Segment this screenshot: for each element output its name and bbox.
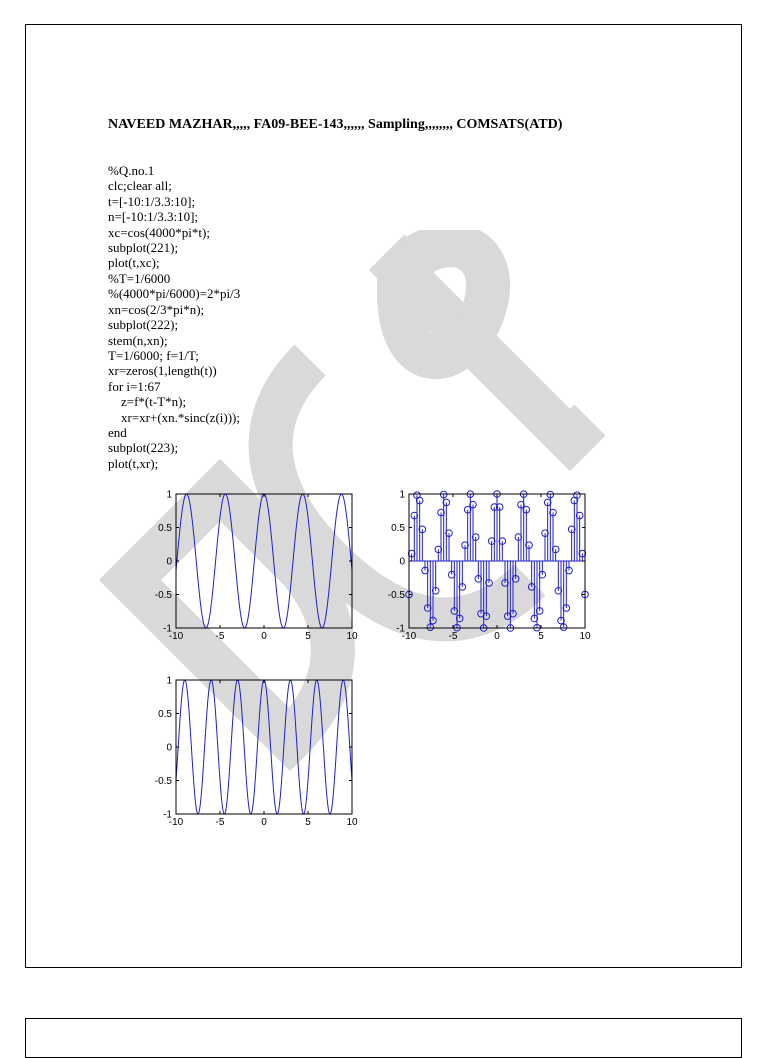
code-line: t=[-10:1/3.3:10]; (108, 193, 196, 209)
x-tick-label: -10 (401, 631, 417, 642)
x-tick-label: -10 (168, 817, 184, 828)
document-title: NAVEED MAZHAR,,,,, FA09-BEE-143,,,,,, Sampling,,,,,,,, COMSATS(ATD) (108, 116, 563, 132)
y-tick-label: 0.5 (391, 523, 405, 534)
code-line: subplot(223); (108, 440, 179, 456)
y-tick-label: 1 (166, 675, 172, 687)
x-tick-label: 0 (261, 631, 267, 642)
y-tick-label: 0.5 (158, 709, 172, 720)
x-tick-label: -5 (448, 631, 458, 642)
code-line: xc=cos(4000*pi*t); (108, 224, 210, 240)
code-line: subplot(221); (108, 240, 179, 256)
x-tick-label: 10 (346, 817, 358, 828)
code-line: %T=1/6000 (108, 270, 171, 286)
code-line: plot(t,xc); (108, 255, 160, 271)
x-tick-label: 0 (494, 631, 500, 642)
code-line: xn=cos(2/3*pi*n); (108, 301, 205, 317)
x-tick-label: -10 (168, 631, 184, 642)
subplot-222 (383, 486, 603, 651)
y-tick-label: 0 (166, 742, 172, 754)
code-line: xr=xr+(xn.*sinc(z(i))); (108, 409, 240, 425)
x-tick-label: 0 (261, 817, 267, 828)
y-tick-label: 0 (399, 556, 405, 568)
code-line: end (108, 424, 127, 440)
code-line: %(4000*pi/6000)=2*pi/3 (108, 286, 241, 302)
y-tick-label: 1 (166, 489, 172, 501)
x-tick-label: 5 (305, 631, 311, 642)
code-line: z=f*(t-T*n); (108, 394, 187, 410)
x-tick-label: 5 (538, 631, 544, 642)
code-line: subplot(222); (108, 317, 179, 333)
code-line: xr=zeros(1,length(t)) (108, 363, 217, 379)
code-line: for i=1:67 (108, 378, 161, 394)
y-tick-label: -1 (163, 623, 172, 635)
subplot-223 (150, 672, 370, 837)
y-tick-label: -0.5 (154, 590, 172, 601)
code-line: plot(t,xr); (108, 455, 159, 471)
code-line: clc;clear all; (108, 178, 172, 194)
y-tick-label: -1 (163, 809, 172, 821)
y-tick-label: 0 (166, 556, 172, 568)
series-line (176, 680, 352, 814)
x-tick-label: 10 (579, 631, 591, 642)
code-line: stem(n,xn); (108, 332, 168, 348)
series-line (176, 494, 352, 628)
code-line: n=[-10:1/3.3:10]; (108, 209, 199, 225)
x-tick-label: 5 (305, 817, 311, 828)
x-tick-label: -5 (215, 631, 225, 642)
next-page-edge (25, 1018, 742, 1058)
subplot-221 (150, 486, 370, 651)
code-body (108, 163, 562, 471)
axes-box (176, 494, 352, 628)
axes-box (176, 680, 352, 814)
y-tick-label: 1 (399, 489, 405, 501)
y-tick-label: -1 (396, 623, 405, 635)
y-tick-label: -0.5 (154, 776, 172, 787)
code-line: %Q.no.1 (108, 163, 155, 179)
x-tick-label: 10 (346, 631, 358, 642)
x-tick-label: -5 (215, 817, 225, 828)
y-tick-label: -0.5 (387, 590, 405, 601)
code-line: T=1/6000; f=1/T; (108, 347, 199, 363)
code-listing (108, 86, 562, 487)
y-tick-label: 0.5 (158, 523, 172, 534)
